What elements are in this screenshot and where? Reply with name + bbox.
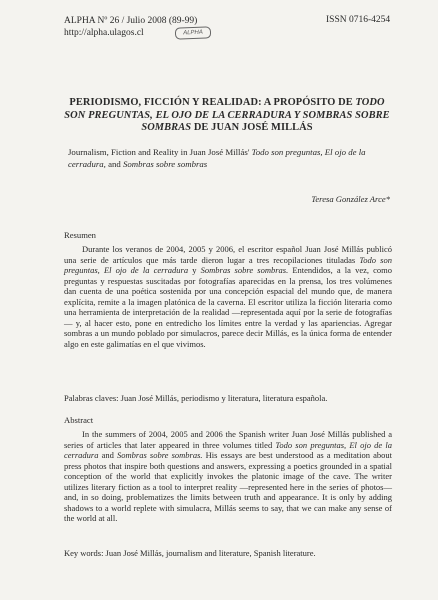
english-title-work2: Sombras sobre sombras <box>122 158 208 169</box>
issn: ISSN 0716-4254 <box>326 15 391 25</box>
english-title-connector: and <box>108 158 121 169</box>
article-title <box>62 97 392 135</box>
resumen-work3: Sombras sobre sombras. <box>200 265 289 275</box>
resumen-body <box>64 244 392 349</box>
abstract-body <box>64 429 392 524</box>
journal-citation: ALPHA Nº 26 / Julio 2008 (89-99) <box>64 16 198 26</box>
title-works: TODO SON PREGUNTAS, EL OJO DE LA CERRADURA Y SOMBRAS SOBRE SOMBRAS <box>64 97 390 133</box>
author-name: Teresa González Arce* <box>311 194 390 204</box>
abstract-text-1: In the summers of 2004, 2005 and 2006 the Spanish writer Juan José Millás published a series of articles that later appeared in three volumes titled <box>64 429 392 450</box>
resumen-text-1: Durante los veranos de 2004, 2005 y 2006, el escritor español Juan José Millás publicó una serie de artículos que más tarde dieron lugar a tres recopilaciones tituladas <box>64 244 392 265</box>
abstract-heading: Abstract <box>64 415 94 425</box>
resumen-heading: Resumen <box>64 230 96 240</box>
abstract-works: Todo son preguntas, El ojo de la cerradura <box>64 439 392 460</box>
english-title-lead: Journalism, Fiction and Reality in Juan José Millás' <box>68 147 250 157</box>
title-part-b: DE JUAN JOSÉ MILLÁS <box>193 122 313 133</box>
abstract-work3: Sombras sobre sombras. <box>117 450 203 460</box>
resumen-text-2: Entendidos, a la vez, como preguntas y respuestas suscitadas por fotografías aparecidas en la prensa, los tres volúmenes dan cuenta de una poética sostenida por una concepción espacial del mundo que, de manera explícita, remite a la imagen platónica de la caverna. El escritor utiliza la ficción literaria como una herramienta de interpretación de la realidad —representada aquí por la serie de fotografías— y, al hacer esto, pone en entredicho los límites entre la verdad y las apariencias. Agregar sombras a un mundo poblado por simulacros, parece decir Millás, es la única forma de entender algo en este galimatías en el que vivimos. <box>64 265 393 349</box>
palabras-claves: Palabras claves: Juan José Millás, periodismo y literatura, literatura española. <box>64 393 328 403</box>
english-title-work1: Todo son preguntas, El ojo de la cerradura, <box>68 147 366 169</box>
library-stamp: ALPHA <box>175 26 211 39</box>
resumen-works: Todo son preguntas, El ojo de la cerradura <box>64 254 392 275</box>
journal-url[interactable]: http://alpha.ulagos.cl <box>64 28 144 38</box>
title-part-a: PERIODISMO, FICCIÓN Y REALIDAD: A PROPÓSITO DE <box>69 97 353 108</box>
keywords: Key words: Juan José Millás, journalism and literature, Spanish literature. <box>64 548 316 558</box>
abstract-and: and <box>101 450 114 460</box>
resumen-and: y <box>192 265 197 275</box>
abstract-text-2: His essays are best understood as a meditation about press photos that inspire both questions and answers, expressing a poetics grounded in a spatial conception of the world that explicitly invokes the platonic image of the cave. The writer utilizes literary fiction as a tool to interpret reality —represented here in the series of photos— and, in so doing, problematizes the limits between truth and appearance. It is only by adding shadows to a world replete with simulacra, Millás seems to say, that we can make any sense of the world at all. <box>64 450 393 523</box>
english-title <box>68 147 390 170</box>
